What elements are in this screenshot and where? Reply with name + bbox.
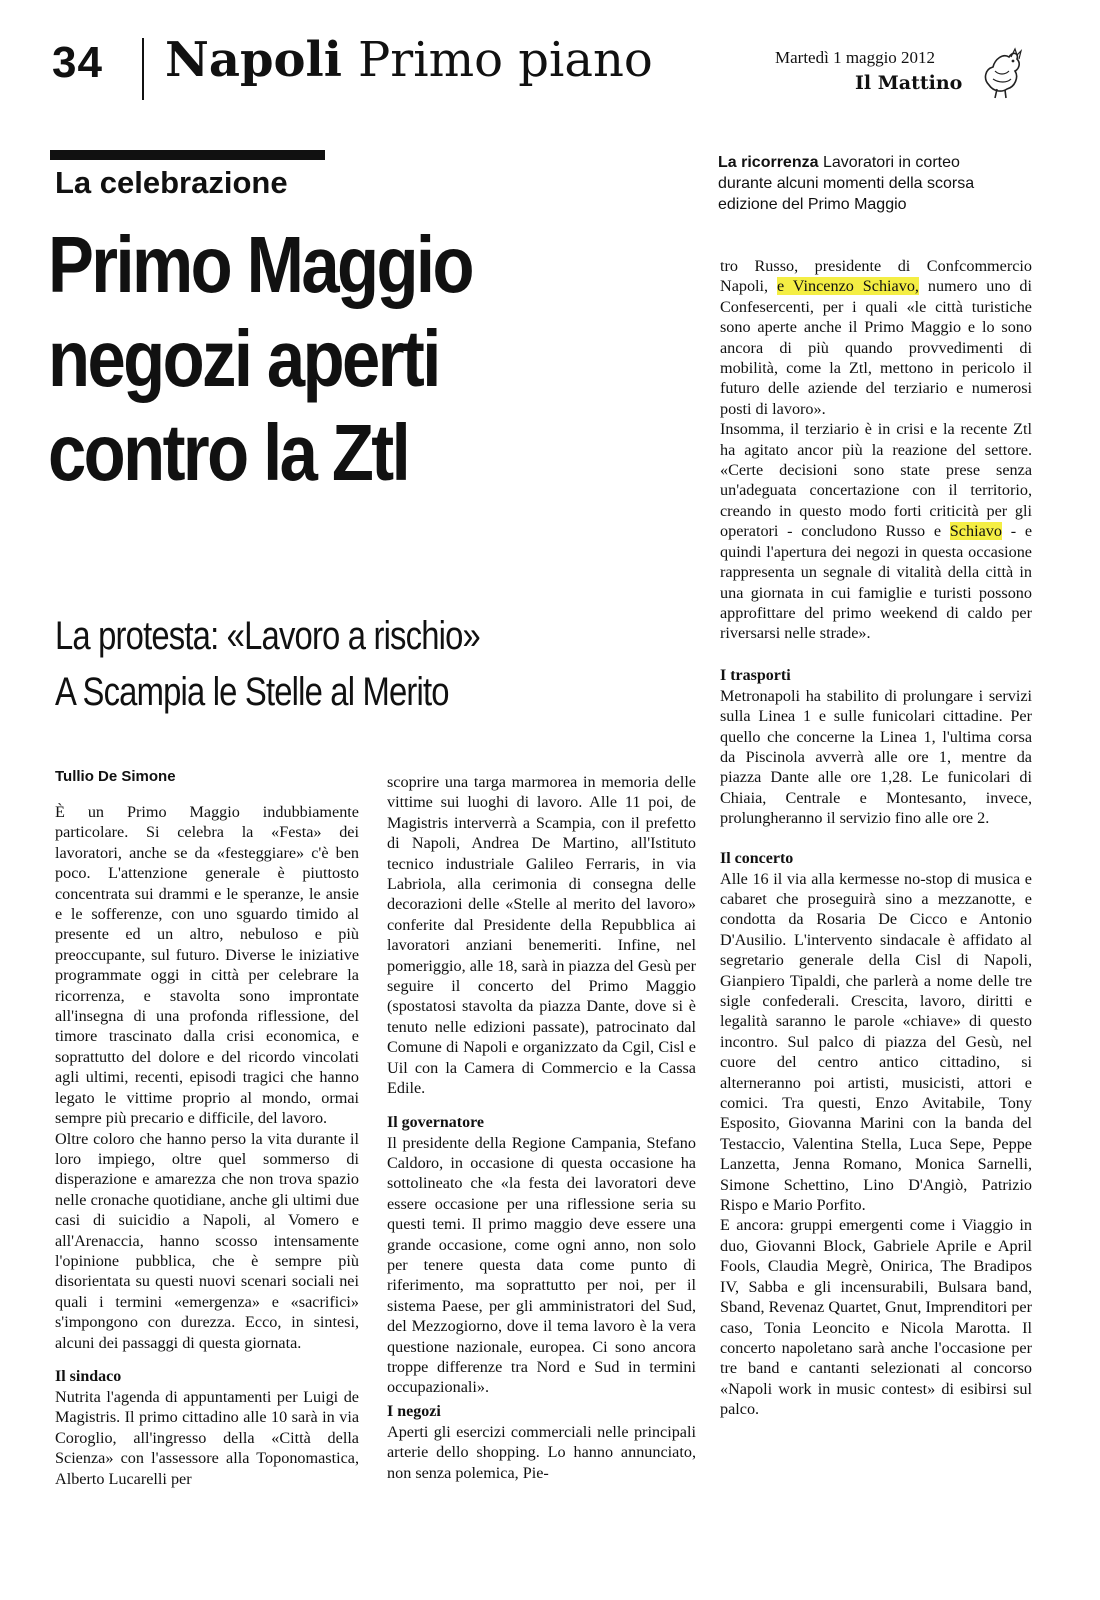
headline-line: Primo Maggio <box>48 220 472 309</box>
article-column-3 <box>720 256 1032 1420</box>
paragraph: Nutrita l'agenda di appuntamenti per Luigi de Magistris. Il primo cittadino alle 10 sarà in via Coroglio, all'ingresso della «Città della Scienza» con l'assessore alla Toponomastica, Alberto Lucarelli per <box>55 1387 359 1488</box>
paragraph: scoprire una targa marmorea in memoria delle vittime sui luoghi di lavoro. Alle 11 poi, de Magistris interverrà a Scampia, con il prefetto di Napoli, Andrea De Martino, all'Istituto tecnico industriale Galileo Ferraris, in via Labriola, alla cerimonia di consegna delle decorazioni delle «Stelle al merito del lavoro» conferite dal Presidente della Repubblica ai lavoratori anziani benemeriti. Infine, nel pomeriggio, alle 18, sarà in piazza del Gesù per seguire il concerto del Primo Maggio (spostatosi stavolta da piazza Dante, dove si è tenuto nelle edizioni passate), patrocinato dal Comune di Napoli e organizzato da Cgil, Cisl e Uil con la Camera di Commercio e la Cassa Edile. <box>387 773 696 1098</box>
newspaper-name: Il Mattino <box>855 72 963 94</box>
byline: Tullio De Simone <box>55 768 176 785</box>
highlighted-text: e Vincenzo Schiavo, <box>777 277 919 296</box>
paragraph <box>720 419 1032 643</box>
subheading: I negozi <box>387 1402 441 1420</box>
subheading: Il concerto <box>720 849 794 867</box>
paragraph: Oltre coloro che hanno perso la vita durante il loro impiego, oltre quel sommerso di disperazione e amarezza che non trova spazio nelle cronache quotidiane, anche gli ultimi due casi di suicidio a Napoli, al Vomero e all'Arenaccia, hanno scosso intensamente l'opinione pubblica, che è sempre più disorientata su questi nuovi scenari sociali nei quali i termini «emergenza» e «sacrifici» s'impongono con durezza. Ecco, in sintesi, alcuni dei passaggi di questa giornata. <box>55 1129 359 1352</box>
headline-line: contro la Ztl <box>48 408 409 497</box>
article-column-1 <box>55 802 359 1489</box>
subheading: Il sindaco <box>55 1367 122 1385</box>
issue-date: Martedì 1 maggio 2012 <box>775 48 936 67</box>
subheadline-line: La protesta: «Lavoro a rischio» <box>55 614 480 658</box>
paragraph: Alle 16 il via alla kermesse no-stop di musica e cabaret che proseguirà sino a mezzanotte, e condotta da Rosaria De Cicco e Antonio D'Ausilio. L'intervento sindacale è affidato al segretario generale della Cisl di Napoli, Gianpiero Tipaldi, che parlerà a nome delle tre sigle confederali. Crescita, lavoro, diritti e legalità saranno le parole «chiave» di questo incontro. Sul palco di piazza del Gesù, nel cuore del centro antico cittadino, si alterneranno poi artisti, musicisti, attori e comici. Tra questi, Enzo Avitabile, Tony Esposito, Giovanna Marini con la banda del Testaccio, Valentina Stella, Luca Sepe, Peppe Lanzetta, Jenna Romano, Monica Sarnelli, Simone Schettino, Lino D'Angiò, Patrizio Rispo e Mario Porfito. <box>720 869 1032 1215</box>
header-divider <box>142 38 144 100</box>
caption-text: Lavoratori in corteo durante alcuni momenti della scorsa edizione del Primo Maggio <box>718 154 975 213</box>
text-run: Insomma, il terziario è in crisi e la recente Ztl ha agitato ancor più la reazione del settore. «Certe decisioni sono state prese senza un'adeguata concertazione con il territorio, creando in questo modo forti criticità per gli operatori - concludono Russo e <box>720 420 1032 541</box>
subheading: Il governatore <box>387 1113 485 1131</box>
caption-label: La ricorrenza <box>718 154 819 171</box>
text-run: - e quindi l'apertura dei negozi in questa occasione rappresenta un segnale di vitalità della città in una giornata in cui famiglie e turisti possono approfittare del primo weekend di caldo per riversarsi nelle strade». <box>720 522 1033 643</box>
text-run: numero uno di Confesercenti, per i quali «le città turistiche sono aperte anche il Primo Maggio e lo sono ancora di più quando provvedimenti di mobilità, come la Ztl, mettono in pericolo il futuro delle aziende del terziario e numerosi posti di lavoro». <box>720 277 1032 418</box>
kicker: La celebrazione <box>55 165 288 200</box>
headline <box>48 218 598 500</box>
kicker-rule <box>50 150 325 160</box>
paragraph <box>720 256 1032 419</box>
paragraph: Aperti gli esercizi commerciali nelle principali arterie dello shopping. Lo hanno annunciato, non senza polemica, Pie- <box>387 1422 696 1482</box>
paragraph: Il presidente della Regione Campania, Stefano Caldoro, in occasione di questa occasione ha sottolineato che «la festa dei lavoratori deve essere occasione per una riflessione seria su questi temi. Il primo maggio deve essere una grande occasione, come ogni anno, non solo per tenere questa data come punto di riferimento, ma soprattutto per noi, per il sistema Paese, per gli amministratori del Sud, del Mezzogiorno, dove il tema lavoro è la vera questione nazionale, europea. Ci sono ancora troppe differenze tra Nord e Sud in termini occupazionali». <box>387 1133 696 1397</box>
page-number: 34 <box>52 38 103 87</box>
section-city: Napoli <box>165 32 343 88</box>
photo-caption <box>718 152 1008 215</box>
paragraph: È un Primo Maggio indubbiamente particolare. Si celebra la «Festa» dei lavoratori, anche se da «festeggiare» c'è ben poco. L'attenzione generale è piuttosto concentrata sui drammi e le speranze, le ansie e le sofferenze, con uno sguardo timido al presente ed un altro, nebuloso e più preoccupante, sul futuro. Diverse le iniziative programmate oggi in città per celebrare la ricorrenza, e stavolta sono improntate all'insegna di una profonda riflessione, del timore trascinato dalla crisi economica, e soprattutto del dolore e del ricordo vincolati agli ultimi, recenti, episodi tragici che hanno legato le vittime proprio al mondo, ormai sempre più precario e difficile, del lavoro. <box>55 803 359 1128</box>
section-name: Primo piano <box>358 32 653 88</box>
article-column-2 <box>387 772 696 1483</box>
rooster-logo-icon <box>975 45 1025 100</box>
paragraph: E ancora: gruppi emergenti come i Viaggio in duo, Giovanni Block, Gabriele Aprile e April Fools, Claudia Megrè, Onirica, The Bradipos IV, Sabba e gli incensurabili, Bulsara band, Sband, Revenaz Quartet, Gnut, Imprenditori per caso, Tonia Leoncito e Nicola Marotta. Il concerto napoletano sarà anche l'occasione per tre band e cantanti selezionati al concorso «Napoli work in music contest» di esibirsi sul palco. <box>720 1216 1032 1419</box>
paragraph: Metronapoli ha stabilito di prolungare i servizi sulla Linea 1 e sulle funicolari cittadine. Per quello che concerne la Linea 1, l'ultima corsa da Piscinola avverrà alle ore 1, mentre da piazza Dante alle ore 1,28. Le funicolari di Chiaia, Centrale e Montesanto, invece, prolungheranno il servizio fino alle ore 2. <box>720 686 1032 828</box>
highlighted-text: Schiavo <box>949 522 1002 541</box>
subheadline-line: A Scampia le Stelle al Merito <box>55 670 449 714</box>
subheading: I trasporti <box>720 666 791 684</box>
subheadline <box>55 608 629 720</box>
text-run: tro Russo, presidente di Confcommercio Napoli, <box>720 257 1032 296</box>
headline-line: negozi aperti <box>48 314 439 403</box>
